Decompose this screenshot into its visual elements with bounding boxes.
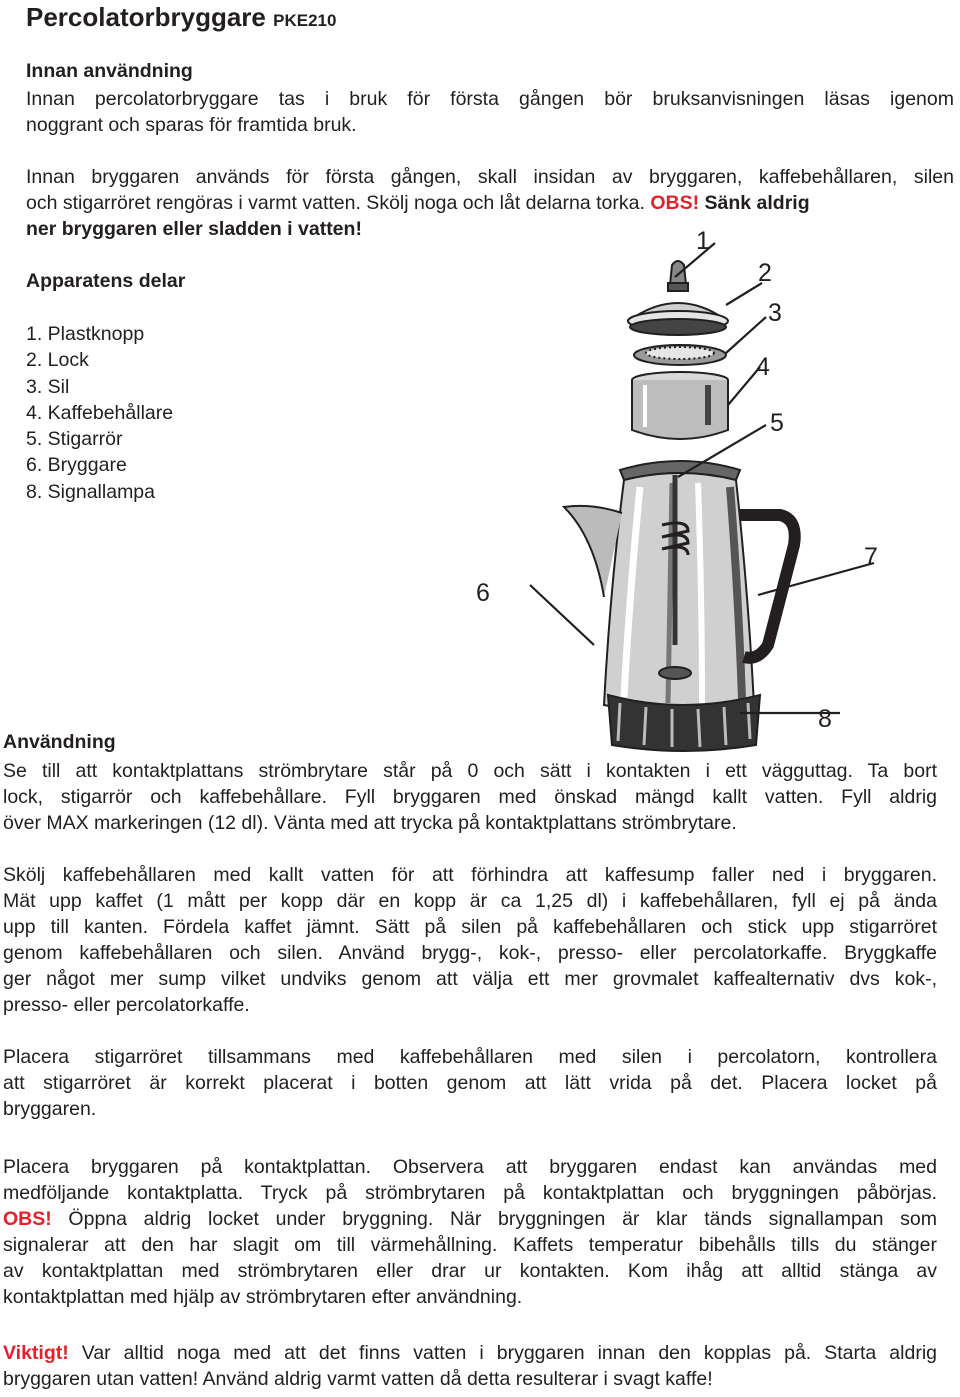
usage-paragraph-4-obs-line: OBS! Öppna aldrig locket under bryggning. När bryggningen är klar tänds signallampan som [3, 1208, 937, 1230]
model-number: PKE210 [273, 11, 337, 30]
page-title [26, 2, 336, 33]
parts-list-item: 3. Sil [26, 375, 70, 398]
warning-text: Sänk aldrig [704, 192, 810, 214]
sieve-drawing [634, 345, 726, 365]
intro-paragraph-2-line-1: Innan bryggaren används för första gången, skall insidan av bryggaren, kaffebehållaren, silen [26, 166, 954, 188]
intro-paragraph-1-line-1: Innan percolatorbryggare tas i bruk för första gången bör bruksanvisningen läsas igenom [26, 88, 954, 110]
usage-paragraph-2-line: Skölj kaffebehållaren med kallt vatten för att förhindra att kaffesump faller ned i bryggaren. [3, 864, 937, 886]
parts-list-item: 8. Signallampa [26, 480, 155, 503]
obs-label: OBS! [650, 192, 700, 214]
usage-paragraph-3-line: bryggaren. [3, 1098, 97, 1120]
callout-3: 3 [768, 299, 782, 327]
obs-label: OBS! [3, 1208, 52, 1230]
callout-7: 7 [864, 543, 878, 571]
callout-1: 1 [696, 227, 710, 255]
parts-list-item: 1. Plastknopp [26, 323, 145, 345]
intro-heading: Innan användning [26, 60, 193, 82]
callout-6: 6 [476, 579, 490, 607]
usage-paragraph-2-line: presso- eller percolatorkaffe. [3, 994, 250, 1016]
lid-drawing [628, 303, 728, 335]
usage-paragraph-2-line: genom kaffebehållaren och silen. Använd brygg-, kok-, presso- eller percolatorkaffe. Bryggkaffe [3, 942, 937, 964]
usage-paragraph-1-line: lock, stigarrör och kaffebehållare. Fyll bryggaren med önskad mängd kallt vatten. Fyll aldrig [3, 786, 937, 808]
usage-paragraph-4-line: av kontaktplattan med strömbrytaren eller drar ur kontakten. Kom ihåg att alltid stänga av [3, 1260, 937, 1282]
pot-drawing [564, 461, 795, 751]
intro-paragraph-1-line-2: noggrant och sparas för framtida bruk. [26, 114, 357, 136]
usage-heading: Användning [3, 731, 116, 753]
important-note-line: bryggaren utan vatten! Använd aldrig varmt vatten då detta resulterar i svagt kaffe! [3, 1368, 713, 1390]
parts-list-item: 5. Stigarrör [26, 428, 123, 451]
usage-paragraph-1-line: Se till att kontaktplattans strömbrytare står på 0 och sätt i kontakten i ett vägguttag. Ta bort [3, 760, 937, 782]
parts-list [26, 323, 173, 507]
callout-2: 2 [758, 259, 772, 287]
important-label: Viktigt! [3, 1342, 69, 1364]
usage-paragraph-2-line: upp till kanten. Fördela kaffet jämnt. Sätt på silen på kaffebehållaren och stick upp stigarröret [3, 916, 937, 938]
usage-paragraph-3-line: att stigarröret är korrekt placerat i botten genom att lätt vrida på det. Placera locket på [3, 1072, 937, 1094]
usage-paragraph-1-line: över MAX markeringen (12 dl). Vänta med att trycka på kontaktplattans strömbrytare. [3, 812, 737, 834]
parts-list-item: 4. Kaffebehållare [26, 401, 174, 424]
parts-heading: Apparatens delar [26, 270, 186, 292]
callout-4: 4 [756, 353, 770, 381]
plastic-knob-drawing [668, 261, 688, 291]
parts-list-item: 6. Bryggare [26, 454, 127, 477]
parts-list-item: 2. Lock [26, 349, 89, 372]
warning-text-continued: ner bryggaren eller sladden i vatten! [26, 218, 362, 240]
coffee-basket-drawing [632, 372, 728, 439]
intro-paragraph-2-line-2: och stigarröret rengöras i varmt vatten. Skölj noga och låt delarna torka. OBS! Sänk aldrig [26, 192, 810, 214]
usage-paragraph-4-line: Placera bryggaren på kontaktplattan. Observera att bryggaren endast kan användas med [3, 1156, 937, 1178]
important-note-line: Viktigt! Var alltid noga med att det finns vatten i bryggaren innan den kopplas på. Starta aldrig [3, 1342, 937, 1364]
percolator-exploded-illustration [440, 225, 910, 755]
callout-5: 5 [770, 409, 784, 437]
usage-paragraph-2-line: ger något mer sump vilket undviks genom att välja ett mer grovmalet kaffealternativ dvs kok-, [3, 968, 937, 990]
usage-paragraph-4-line: kontaktplattan med hjälp av strömbrytaren efter användning. [3, 1286, 523, 1308]
product-name: Percolatorbryggare [26, 2, 266, 32]
usage-paragraph-3-line: Placera stigarröret tillsammans med kaffebehållaren med silen i percolatorn, kontrollera [3, 1046, 937, 1068]
usage-paragraph-4-line: medföljande kontaktplatta. Tryck på strömbrytaren på kontaktplattan och bryggningen påbörjas. [3, 1182, 937, 1204]
callout-8: 8 [818, 705, 832, 733]
usage-paragraph-2-line: Mät upp kaffet (1 mått per kopp där en kopp är ca 1,25 dl) i kaffebehållaren, fyll ej på ända [3, 890, 937, 912]
usage-paragraph-4-line: signalerar att den har slagit om till värmehållning. Kaffets temperatur bibehålls tills du stänger [3, 1234, 937, 1256]
